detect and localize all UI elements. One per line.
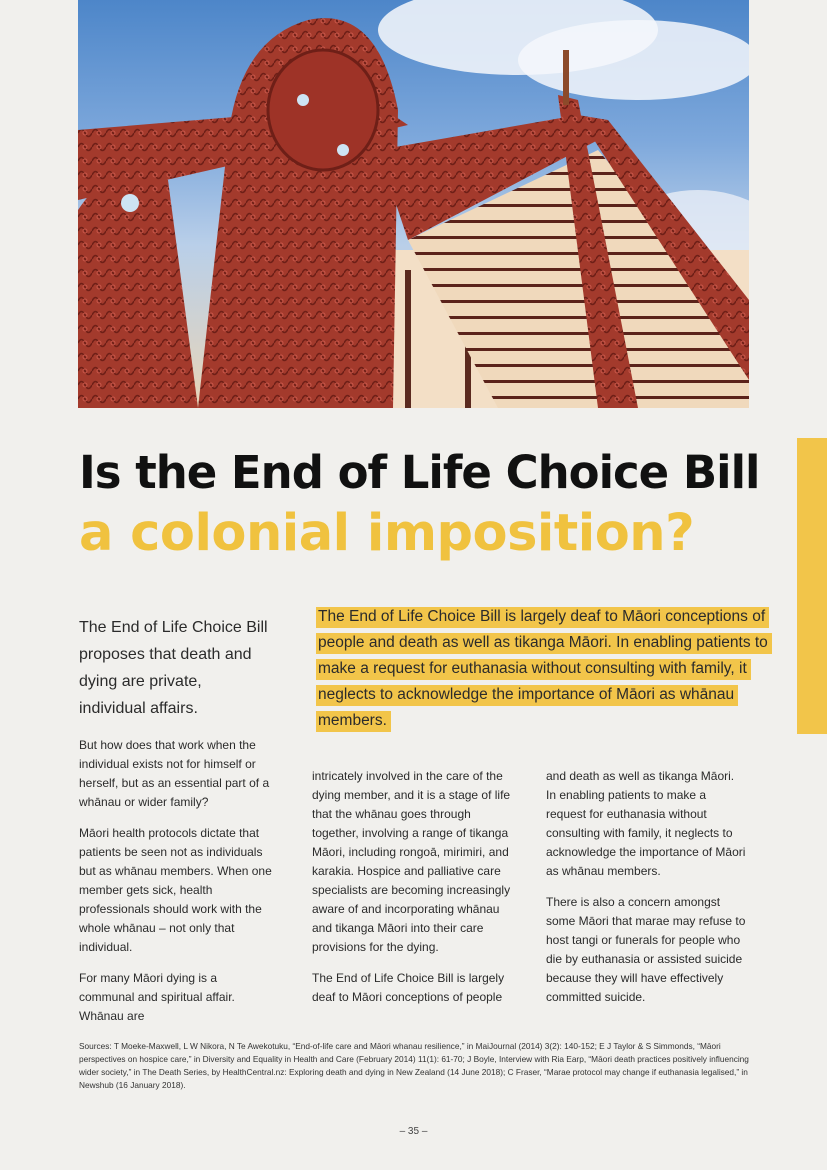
body-column-1 — [79, 736, 274, 1038]
body-paragraph: intricately involved in the care of the dying member, and it is a stage of life that the whānau goes through together, involving a range of tikanga Māori, including rongoā, mirimiri, and karakia. Hospice and palliative care specialists are becoming increasingly aware of and incorporating whānau and tikanga Māori into their care provisions for the dying. — [312, 769, 511, 954]
body-paragraph: Māori health protocols dictate that patients be seen not as individuals but as whānau members. When one member gets sick, health professionals should work with the whole whānau – not only that individual. — [79, 826, 272, 954]
body-paragraph: The End of Life Choice Bill is largely deaf to Māori conceptions of people — [312, 971, 505, 1004]
page-title-line-1: Is the End of Life Choice Bill — [79, 446, 760, 499]
page-title-line-2: a colonial imposition? — [79, 504, 695, 563]
body-column-3 — [546, 767, 746, 1019]
carved-meeting-house-illustration — [78, 0, 749, 408]
pull-quote — [316, 604, 786, 734]
accent-side-tab — [797, 438, 827, 734]
hero-photo — [78, 0, 749, 408]
body-paragraph: and death as well as tikanga Māori. In enabling patients to make a request for euthanasia without consulting with family, it neglects to acknowledge the importance of Māori as whānau members. — [546, 769, 746, 878]
page-number: – 35 – — [399, 1126, 428, 1137]
body-column-2 — [312, 767, 512, 1019]
body-paragraph: There is also a concern amongst some Māori that marae may refuse to host tangi or funerals for people who die by euthanasia or assisted suicide because they will have effectively committed suicide. — [546, 895, 746, 1004]
body-paragraph: For many Māori dying is a communal and spiritual affair. Whānau are — [79, 971, 235, 1023]
pull-quote-text: The End of Life Choice Bill is largely deaf to Māori conceptions of people and death as well as tikanga Māori. In enabling patients to make a request for euthanasia without consulting with family, it neglects to acknowledge the importance of Māori as whānau members. — [316, 607, 772, 732]
body-paragraph: But how does that work when the individual exists not for himself or herself, but as an essential part of a whānau or wider family? — [79, 738, 270, 809]
lead-paragraph: The End of Life Choice Bill proposes that death and dying are private, individual affairs. — [79, 619, 268, 717]
sources-footnote: Sources: T Moeke-Maxwell, L W Nikora, N Te Awekotuku, “End-of-life care and Māori whanau resilience,” in MaiJournal (2014) 3(2): 140-152; E J Taylor & S Simmonds, “Māori perspectives on hospice care,” in Diversity and Equality in Health and Care (February 2014) 11(1): 61-70; J Boyle, Interview with Ria Earp, “Māori death practices positively influencing wider society,” in The Death Series, by HealthCentral.nz: Exploring death and dying in New Zealand (14 June 2018); C Fraser, “Marae protocol may change if euthanasia legalised,” in Newshub (16 January 2018). — [79, 1041, 749, 1090]
